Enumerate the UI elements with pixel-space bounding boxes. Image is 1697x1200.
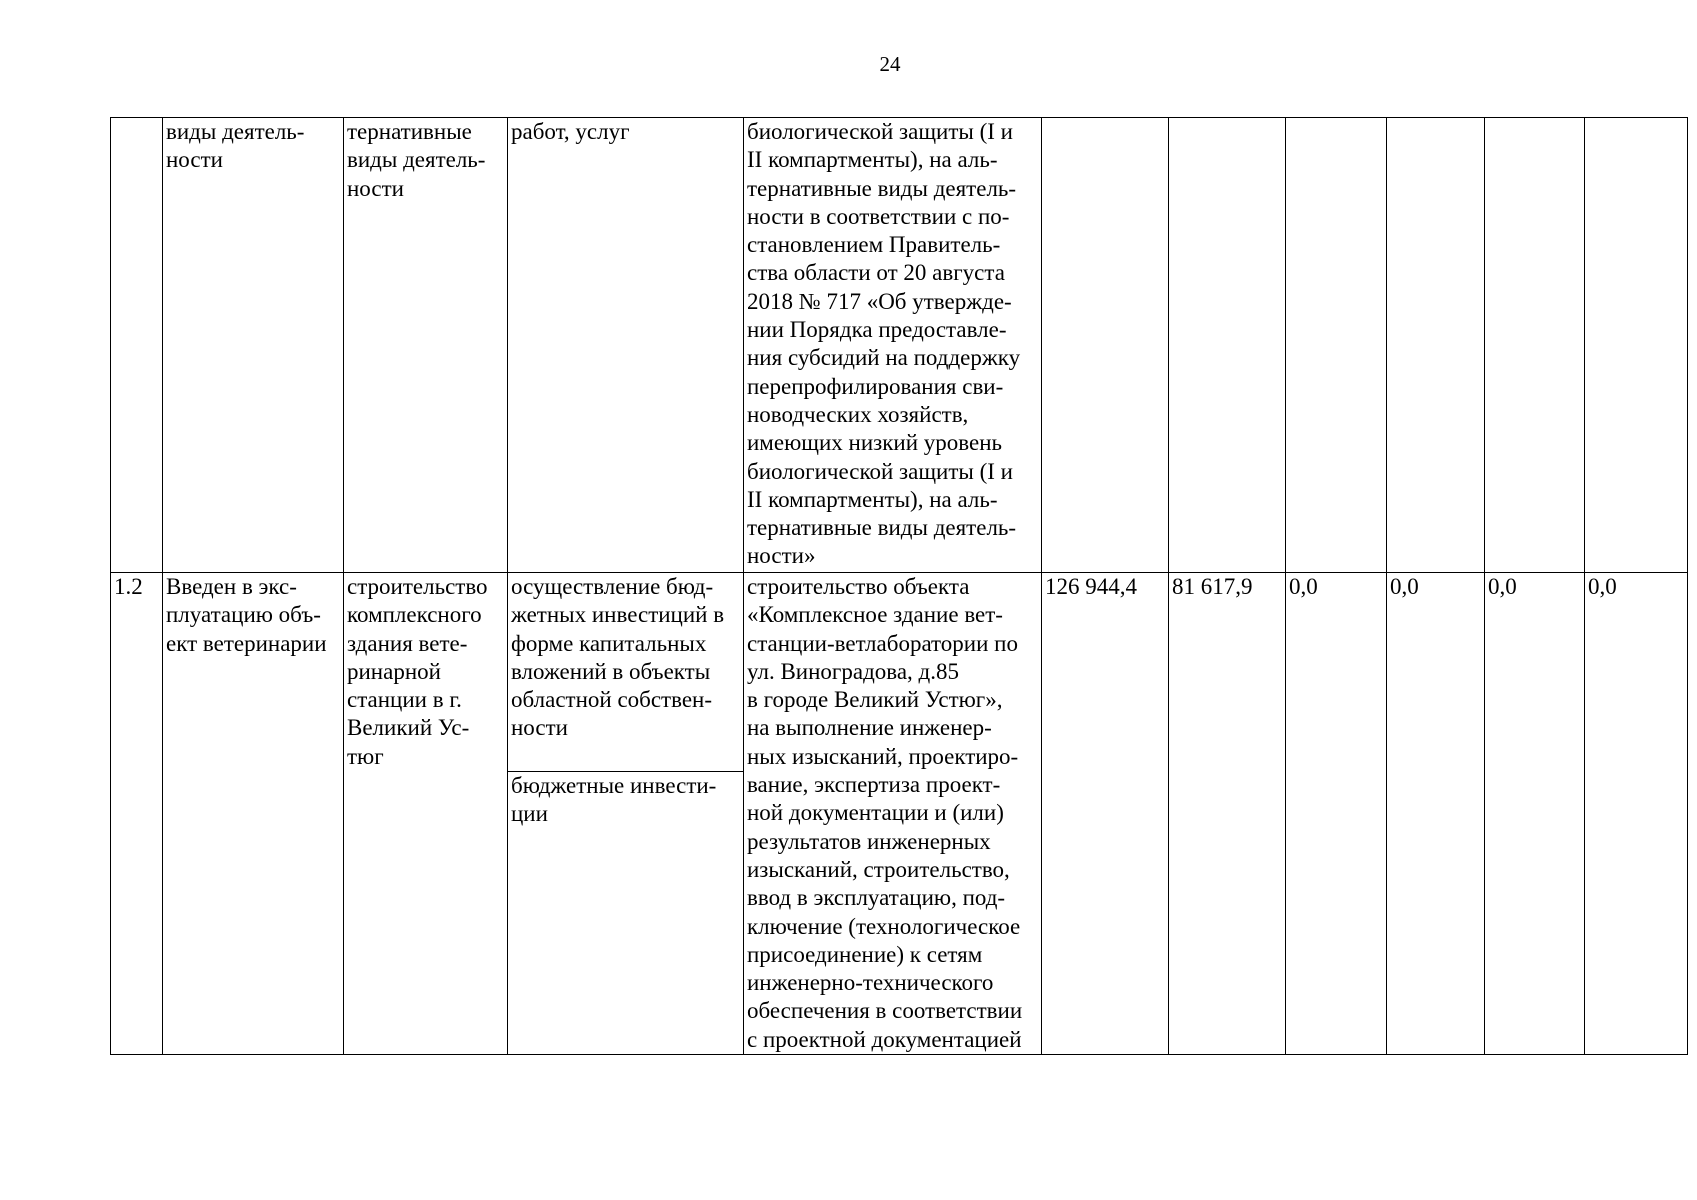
task-cell: виды деятель- ности (163, 118, 344, 573)
value-cell: 81 617,9 (1169, 573, 1286, 1055)
value-cell (1042, 118, 1169, 573)
expense-type-cell: осуществление бюд- жетных инвестиций в форме капитальных вложений в объекты областной собствен- ности (508, 573, 744, 772)
value-cell: 0,0 (1485, 573, 1585, 1055)
value-cell: 0,0 (1286, 573, 1387, 1055)
event-cell: тернативные виды деятель- ности (344, 118, 508, 573)
description-cell: строительство объекта «Комплексное здание вет- станции-ветлаборатории по ул. Виноградова, д.85 в городе Великий Устюг», на выполнение инженер- ных изысканий, проектиро- вание, экспертиза проект- ной документации и (или) результатов инженерных изысканий, строительство, ввод в эксплуатацию, под- ключение (технологическое присоединение) к сетям инженерно-технического обеспечения в соответствии с проектной документацией (744, 573, 1042, 1055)
program-table (110, 117, 1688, 1055)
value-cell (1286, 118, 1387, 573)
table-row (111, 573, 1688, 772)
value-cell: 0,0 (1387, 573, 1485, 1055)
value-cell (1169, 118, 1286, 573)
value-cell: 126 944,4 (1042, 573, 1169, 1055)
value-cell (1485, 118, 1585, 573)
task-cell: Введен в экс- плуатацию объ- ект ветеринарии (163, 573, 344, 1055)
row-number-cell: 1.2 (111, 573, 163, 1055)
value-cell: 0,0 (1585, 573, 1688, 1055)
row-number-cell (111, 118, 163, 573)
expense-type-cell: работ, услуг (508, 118, 744, 573)
value-cell (1585, 118, 1688, 573)
page-number: 24 (879, 52, 901, 76)
description-cell: биологической защиты (I и II компартменты), на аль- тернативные виды деятель- ности в соответствии с по- становлением Правитель- ства области от 20 августа 2018 № 717 «Об утвержде- нии Порядка предоставле- ния субсидий на поддержку перепрофилирования сви- новодческих хозяйств, имеющих низкий уровень биологической защиты (I и II компартменты), на аль- тернативные виды деятель- ности» (744, 118, 1042, 573)
event-cell: строительство комплексного здания вете- ринарной станции в г. Великий Ус- тюг (344, 573, 508, 1055)
table-row (111, 118, 1688, 573)
value-cell (1387, 118, 1485, 573)
expense-type-cell: бюджетные инвести- ции (508, 772, 744, 1055)
